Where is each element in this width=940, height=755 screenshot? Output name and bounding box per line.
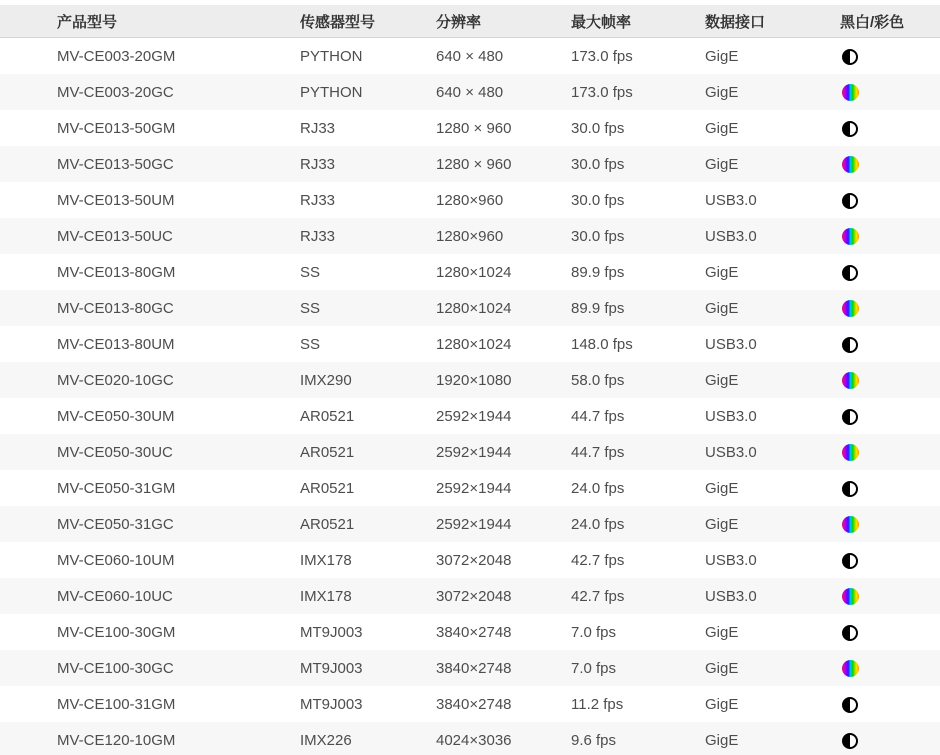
color-circle-icon [842, 300, 859, 317]
cell-interface: GigE [705, 731, 739, 749]
cell-sensor: IMX178 [300, 587, 352, 605]
col-header-sensor: 传感器型号 [300, 5, 436, 38]
cell-interface: USB3.0 [705, 227, 757, 245]
cell-sensor: AR0521 [300, 515, 355, 533]
mono-circle-icon [842, 49, 858, 65]
cell-model: MV-CE013-50GC [57, 155, 174, 173]
cell-interface: GigE [705, 299, 739, 317]
cell-max-fps: 44.7 fps [571, 407, 625, 425]
cell-interface: GigE [705, 119, 739, 137]
col-header-model: 产品型号 [0, 5, 300, 38]
cell-sensor: RJ33 [300, 191, 336, 209]
cell-interface: GigE [705, 515, 739, 533]
cell-max-fps: 30.0 fps [571, 119, 625, 137]
cell-chroma [840, 650, 940, 686]
mono-circle-icon [842, 337, 858, 353]
cell-interface: USB3.0 [705, 191, 757, 209]
cell-chroma [840, 182, 940, 218]
cell-resolution: 1280 × 960 [436, 155, 512, 173]
cell-model: MV-CE013-50UC [57, 227, 173, 245]
mono-circle-icon [842, 193, 858, 209]
cell-max-fps: 24.0 fps [571, 515, 625, 533]
cell-model: MV-CE020-10GC [57, 371, 174, 389]
cell-sensor: RJ33 [300, 119, 336, 137]
cell-interface: GigE [705, 695, 739, 713]
cell-resolution: 640 × 480 [436, 47, 504, 65]
cell-resolution: 1280 × 960 [436, 119, 512, 137]
cell-chroma [840, 542, 940, 578]
table-row [0, 542, 940, 578]
cell-model: MV-CE100-30GC [57, 659, 174, 677]
cell-resolution: 3840×2748 [436, 623, 512, 641]
cell-sensor: PYTHON [300, 83, 363, 101]
cell-resolution: 4024×3036 [436, 731, 512, 749]
cell-max-fps: 173.0 fps [571, 83, 633, 101]
cell-chroma [840, 74, 940, 110]
header-row [0, 5, 940, 38]
cell-resolution: 3840×2748 [436, 659, 512, 677]
cell-interface: USB3.0 [705, 407, 757, 425]
product-spec-table [0, 5, 940, 755]
table-row [0, 506, 940, 542]
table-row [0, 74, 940, 110]
cell-interface: GigE [705, 623, 739, 641]
color-circle-icon [842, 84, 859, 101]
cell-chroma [840, 290, 940, 326]
color-circle-icon [842, 156, 859, 173]
cell-sensor: MT9J003 [300, 695, 363, 713]
mono-circle-icon [842, 553, 858, 569]
mono-circle-icon [842, 121, 858, 137]
table-row [0, 434, 940, 470]
cell-model: MV-CE013-50GM [57, 119, 176, 137]
mono-circle-icon [842, 265, 858, 281]
cell-interface: GigE [705, 659, 739, 677]
cell-max-fps: 89.9 fps [571, 299, 625, 317]
cell-sensor: RJ33 [300, 227, 336, 245]
cell-sensor: MT9J003 [300, 659, 363, 677]
cell-model: MV-CE100-30GM [57, 623, 176, 641]
cell-resolution: 3072×2048 [436, 587, 512, 605]
cell-interface: GigE [705, 263, 739, 281]
cell-sensor: SS [300, 335, 321, 353]
cell-chroma [840, 38, 940, 75]
cell-sensor: SS [300, 299, 321, 317]
cell-max-fps: 58.0 fps [571, 371, 625, 389]
cell-model: MV-CE050-31GM [57, 479, 176, 497]
mono-circle-icon [842, 733, 858, 749]
table-row [0, 398, 940, 434]
cell-model: MV-CE013-80GM [57, 263, 176, 281]
cell-max-fps: 11.2 fps [571, 695, 624, 713]
cell-sensor: MT9J003 [300, 623, 363, 641]
color-circle-icon [842, 372, 859, 389]
table-row [0, 614, 940, 650]
col-header-max-fps: 最大帧率 [571, 5, 705, 38]
cell-sensor: AR0521 [300, 479, 355, 497]
cell-max-fps: 44.7 fps [571, 443, 625, 461]
color-circle-icon [842, 516, 859, 533]
cell-model: MV-CE013-80UM [57, 335, 175, 353]
cell-interface: USB3.0 [705, 551, 757, 569]
color-circle-icon [842, 660, 859, 677]
cell-chroma [840, 686, 940, 722]
col-header-interface: 数据接口 [705, 5, 840, 38]
cell-resolution: 1280×1024 [436, 299, 512, 317]
cell-resolution: 1280×1024 [436, 263, 512, 281]
table-row [0, 290, 940, 326]
cell-model: MV-CE013-50UM [57, 191, 175, 209]
cell-model: MV-CE050-31GC [57, 515, 174, 533]
mono-circle-icon [842, 481, 858, 497]
cell-sensor: RJ33 [300, 155, 336, 173]
cell-interface: USB3.0 [705, 587, 757, 605]
col-header-resolution: 分辨率 [436, 5, 571, 38]
cell-resolution: 2592×1944 [436, 479, 512, 497]
cell-max-fps: 173.0 fps [571, 47, 633, 65]
cell-chroma [840, 254, 940, 290]
col-header-chroma: 黑白/彩色 [840, 5, 940, 38]
cell-sensor: SS [300, 263, 321, 281]
color-circle-icon [842, 588, 859, 605]
cell-max-fps: 24.0 fps [571, 479, 625, 497]
mono-circle-icon [842, 625, 858, 641]
cell-max-fps: 148.0 fps [571, 335, 633, 353]
cell-model: MV-CE003-20GC [57, 83, 174, 101]
cell-interface: GigE [705, 47, 739, 65]
cell-model: MV-CE050-30UM [57, 407, 175, 425]
cell-max-fps: 30.0 fps [571, 227, 625, 245]
cell-chroma [840, 326, 940, 362]
cell-interface: USB3.0 [705, 443, 757, 461]
cell-max-fps: 42.7 fps [571, 551, 625, 569]
table-row [0, 722, 940, 755]
cell-resolution: 1280×1024 [436, 335, 512, 353]
cell-chroma [840, 110, 940, 146]
cell-sensor: IMX290 [300, 371, 352, 389]
cell-chroma [840, 578, 940, 614]
cell-max-fps: 30.0 fps [571, 155, 625, 173]
cell-model: MV-CE050-30UC [57, 443, 173, 461]
cell-chroma [840, 218, 940, 254]
cell-chroma [840, 434, 940, 470]
cell-resolution: 640 × 480 [436, 83, 504, 101]
color-circle-icon [842, 228, 859, 245]
cell-interface: GigE [705, 371, 739, 389]
cell-model: MV-CE013-80GC [57, 299, 174, 317]
table-row [0, 650, 940, 686]
cell-resolution: 1920×1080 [436, 371, 512, 389]
cell-max-fps: 89.9 fps [571, 263, 625, 281]
cell-sensor: IMX178 [300, 551, 352, 569]
cell-resolution: 2592×1944 [436, 407, 512, 425]
table-row [0, 686, 940, 722]
cell-max-fps: 9.6 fps [571, 731, 617, 749]
cell-model: MV-CE060-10UC [57, 587, 173, 605]
cell-max-fps: 7.0 fps [571, 659, 617, 677]
cell-model: MV-CE060-10UM [57, 551, 175, 569]
cell-chroma [840, 506, 940, 542]
cell-model: MV-CE120-10GM [57, 731, 176, 749]
table-row [0, 110, 940, 146]
cell-resolution: 2592×1944 [436, 515, 512, 533]
cell-sensor: AR0521 [300, 407, 355, 425]
table-row [0, 470, 940, 506]
table-row [0, 362, 940, 398]
cell-chroma [840, 362, 940, 398]
table-row [0, 146, 940, 182]
color-circle-icon [842, 444, 859, 461]
cell-interface: USB3.0 [705, 335, 757, 353]
cell-model: MV-CE100-31GM [57, 695, 176, 713]
cell-resolution: 1280×960 [436, 227, 504, 245]
cell-interface: GigE [705, 479, 739, 497]
cell-chroma [840, 614, 940, 650]
table-row [0, 182, 940, 218]
cell-interface: GigE [705, 83, 739, 101]
cell-sensor: PYTHON [300, 47, 363, 65]
cell-max-fps: 30.0 fps [571, 191, 625, 209]
mono-circle-icon [842, 697, 858, 713]
cell-resolution: 3072×2048 [436, 551, 512, 569]
cell-max-fps: 7.0 fps [571, 623, 617, 641]
cell-sensor: IMX226 [300, 731, 352, 749]
cell-chroma [840, 146, 940, 182]
table-row [0, 254, 940, 290]
table-row [0, 326, 940, 362]
cell-chroma [840, 722, 940, 755]
cell-resolution: 1280×960 [436, 191, 504, 209]
cell-max-fps: 42.7 fps [571, 587, 625, 605]
cell-resolution: 3840×2748 [436, 695, 512, 713]
table-row [0, 578, 940, 614]
cell-interface: GigE [705, 155, 739, 173]
mono-circle-icon [842, 409, 858, 425]
table-body [0, 38, 940, 755]
cell-chroma [840, 470, 940, 506]
table-row [0, 218, 940, 254]
cell-model: MV-CE003-20GM [57, 47, 176, 65]
cell-resolution: 2592×1944 [436, 443, 512, 461]
cell-chroma [840, 398, 940, 434]
table-row [0, 38, 940, 75]
cell-sensor: AR0521 [300, 443, 355, 461]
